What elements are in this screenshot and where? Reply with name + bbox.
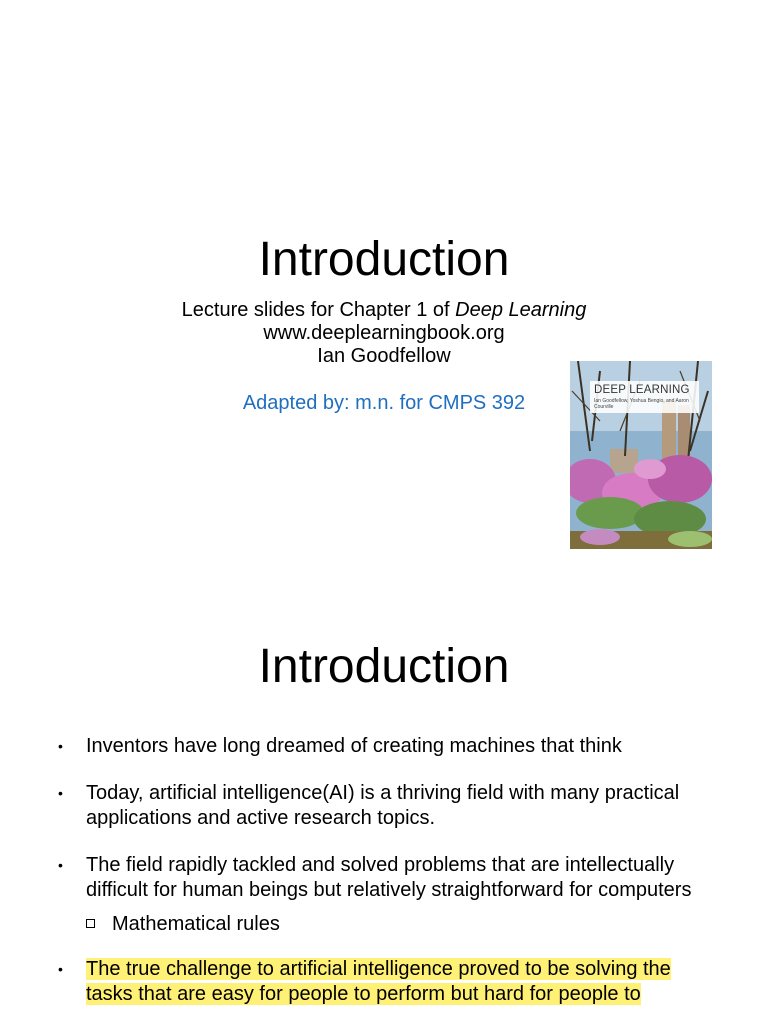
slide1-title: Introduction [258,233,510,286]
bullet-item [58,781,718,832]
bullet-dot-icon [58,734,70,760]
book-cover-authors: Ian Goodfellow, Yoshua Bengio, and Aaron Courville [594,398,689,410]
bullet-list [58,734,718,1008]
bullet-text: Inventors have long dreamed of creating machines that think [86,735,622,757]
slide2-title: Introduction [258,640,510,693]
book-cover-title-box [590,381,699,413]
bullet-item [58,734,718,760]
book-name: Deep Learning [455,299,587,321]
bullet-item [58,957,718,1008]
subtitle-prefix: Lecture slides for Chapter 1 of [181,299,456,321]
book-cover-image [570,361,712,549]
sub-bullet-item [86,912,718,937]
website-link[interactable]: www.deeplearningbook.org [263,322,505,344]
slide1-subtitle [0,299,768,322]
sub-bullet-text: Mathematical rules [112,912,280,935]
bullet-text: The field rapidly tackled and solved problems that are intellectually difficult for human beings but relatively straightforward for computers [86,853,692,901]
bullet-text: Today, artificial intelligence(AI) is a thriving field with many practical applications and active research topics. [86,781,680,829]
book-cover-title: DEEP LEARNING [594,384,690,396]
bullet-item [58,853,718,937]
highlighted-bullet-text: The true challenge to artificial intelligence proved to be solving the tasks that are easy for people to perform but hard for people to [86,957,671,1005]
bullet-dot-icon [58,957,70,983]
author-name: Ian Goodfellow [317,345,451,367]
bullet-dot-icon [58,853,70,879]
checkbox-bullet-icon [86,919,95,928]
bullet-dot-icon [58,781,70,807]
adapted-by-note: Adapted by: m.n. for CMPS 392 [242,392,526,414]
